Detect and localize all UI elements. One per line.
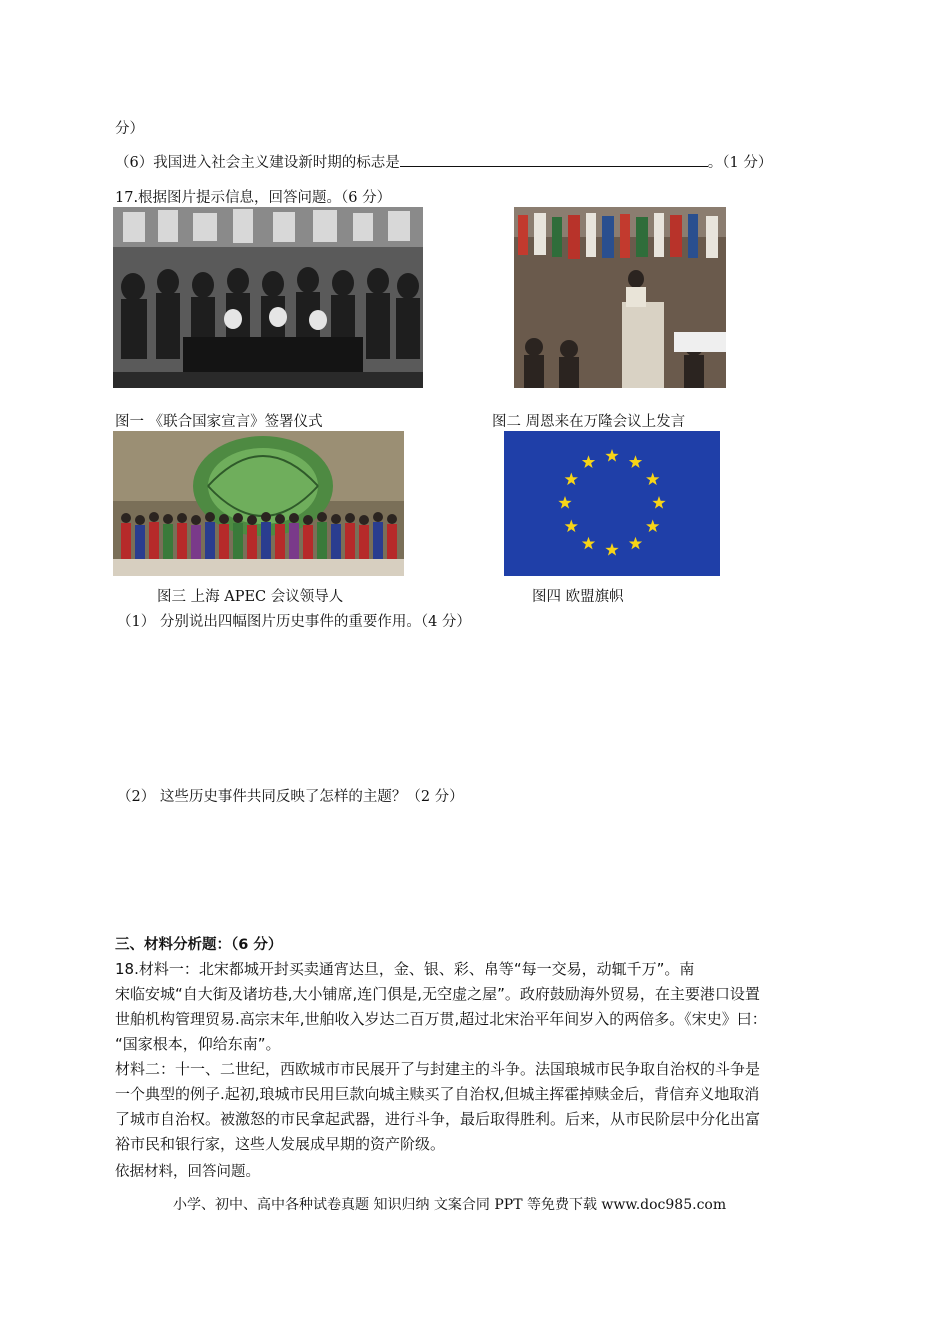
figure-3-photo [113,431,404,576]
apec-leaders-image [113,431,404,576]
instruction: 依据材料，回答问题。 [115,1164,260,1180]
material-text [115,957,845,1157]
material-2-line: 了城市自治权。被激怒的市民拿起武器，进行斗争，最后取得胜利。后来，从市民阶层中分化出富 [115,1110,761,1128]
question-17-1: （1） 分别说出四幅图片历史事件的重要作用。（4 分） [117,614,471,630]
material-1-line: 宋临安城“自大街及诸坊巷,大小铺席,连门俱是,无空虚之屋”。政府鼓励海外贸易，在主要港口设置 [115,985,760,1003]
signing-ceremony-image [113,207,423,388]
question-6-prompt: （6）我国进入社会主义建设新时期的标志是 [115,155,400,171]
material-2-line: 材料二：十一、二世纪，西欧城市市民展开了与封建主的斗争。法国琅城市民争取自治权的斗争是 [115,1060,761,1078]
figure-1-caption: 图一 《联合国家宣言》签署仪式 [115,414,323,430]
figure-2-caption: 图二 周恩来在万隆会议上发言 [492,414,686,430]
question-6-points: 。（1 分） [707,155,773,171]
answer-blank [400,152,708,167]
material-1-line: 18.材料一：北宋都城开封买卖通宵达旦，金、银、彩、帛等“每一交易，动辄千万”。南 [115,960,695,978]
question-6 [115,151,772,172]
figure-1-photo [113,207,423,388]
figure-4-caption: 图四 欧盟旗帜 [532,589,624,605]
text-line: 分） [115,121,144,137]
section-3-heading: 三、材料分析题：（6 分） [115,937,283,953]
question-17-title: 17.根据图片提示信息，回答问题。（6 分） [115,190,392,206]
eu-flag-image [504,431,720,576]
material-1-line: “国家根本，仰给东南”。 [115,1035,281,1053]
material-2-line: 一个典型的例子.起初,琅城市民用巨款向城主赎买了自治权,但城主挥霍掉赎金后，背信弃义地取消 [115,1085,760,1103]
bandung-conference-image [514,207,726,388]
material-1-line: 世舶机构管理贸易.高宗末年,世舶收入岁达二百万贯,超过北宋治平年间岁入的两倍多。《宋史》曰： [115,1010,767,1028]
figure-2-photo [514,207,726,388]
page-footer: 小学、初中、高中各种试卷真题 知识归纳 文案合同 PPT 等免费下载 www.doc985.com [173,1197,727,1213]
question-17-2: （2） 这些历史事件共同反映了怎样的主题？（2 分） [117,789,464,805]
material-2-line: 裕市民和银行家，这些人发展成早期的资产阶级。 [115,1135,446,1153]
figure-3-caption: 图三 上海 APEC 会议领导人 [157,589,344,605]
figure-4-eu-flag [504,431,720,576]
